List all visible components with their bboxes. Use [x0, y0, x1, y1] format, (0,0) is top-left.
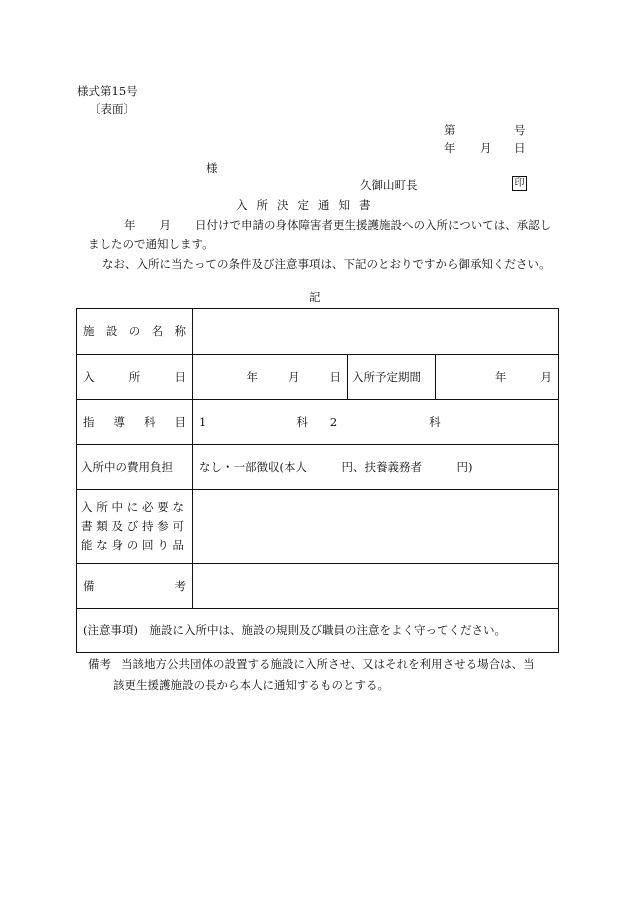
admission-date-value: 年 月 日 — [246, 369, 341, 384]
period-value: 年 月 — [495, 369, 553, 384]
date-month: 月 — [480, 141, 492, 155]
admission-date-label: 入 所 日 — [83, 369, 186, 384]
decision-table — [76, 308, 559, 653]
body-paragraph-1 — [88, 216, 560, 254]
remarks-value — [193, 564, 559, 609]
document-title: 入所決定通知書 — [236, 198, 380, 212]
row-facility-name — [77, 309, 559, 355]
form-number: 様式第15号 — [77, 84, 138, 98]
cost-value: なし・一部徴収(本人 円、扶養義務者 円) — [193, 445, 559, 490]
row-remarks — [77, 564, 559, 609]
row-guidance — [77, 400, 559, 445]
body-paragraph-2: なお、入所に当たっての条件及び注意事項は、下記のとおりですから御承知ください。 — [102, 257, 551, 271]
row-cost — [77, 445, 559, 490]
facility-name-label: 施 設 の 名 称 — [83, 324, 186, 338]
facility-name-value — [193, 309, 559, 355]
doc-number-suffix: 号 — [514, 123, 526, 137]
ki-marker: 記 — [309, 290, 321, 304]
items-value — [193, 490, 559, 564]
remarks-label: 備 考 — [83, 578, 186, 593]
period-label: 入所予定期間 — [348, 355, 436, 400]
para1-year: 年 — [124, 218, 136, 232]
seal-mark: 印 — [512, 176, 527, 191]
notes-text: (注意事項) 施設に入所中は、施設の規則及び職員の注意をよく守ってください。 — [77, 609, 559, 653]
addressee-suffix: 様 — [206, 161, 218, 175]
para1-text: 日付けで申請の身体障害者更生援護施設への入所については、承認しましたので通知します。 — [88, 218, 552, 251]
items-label: 入 所 中 に 必 要 な 書 類 及 び 持 参 可 能 な 身 の 回 り 品 — [81, 500, 184, 552]
para1-month: 月 — [159, 218, 171, 232]
guidance-label: 指 導 科 目 — [83, 414, 186, 429]
row-items — [77, 490, 559, 564]
issuer-name: 久御山町長 — [360, 178, 418, 192]
guidance-value: 1 科 2 科 — [199, 414, 441, 429]
footer-note-line-2: 該更生援護施設の長から本人に通知するものとする。 — [113, 678, 389, 692]
doc-number-prefix: 第 — [444, 123, 456, 137]
footer-label: 備考 — [88, 657, 111, 671]
date-year: 年 — [444, 141, 456, 155]
footer-note-line-1: 備考 当該地方公共団体の設置する施設に入所させ、又はそれを利用させる場合は、当 — [88, 657, 535, 671]
cost-label: 入所中の費用負担 — [77, 445, 193, 490]
row-admission-date — [77, 355, 559, 400]
side-label: 〔表面〕 — [89, 102, 135, 116]
date-day: 日 — [514, 141, 526, 155]
row-notes — [77, 609, 559, 653]
